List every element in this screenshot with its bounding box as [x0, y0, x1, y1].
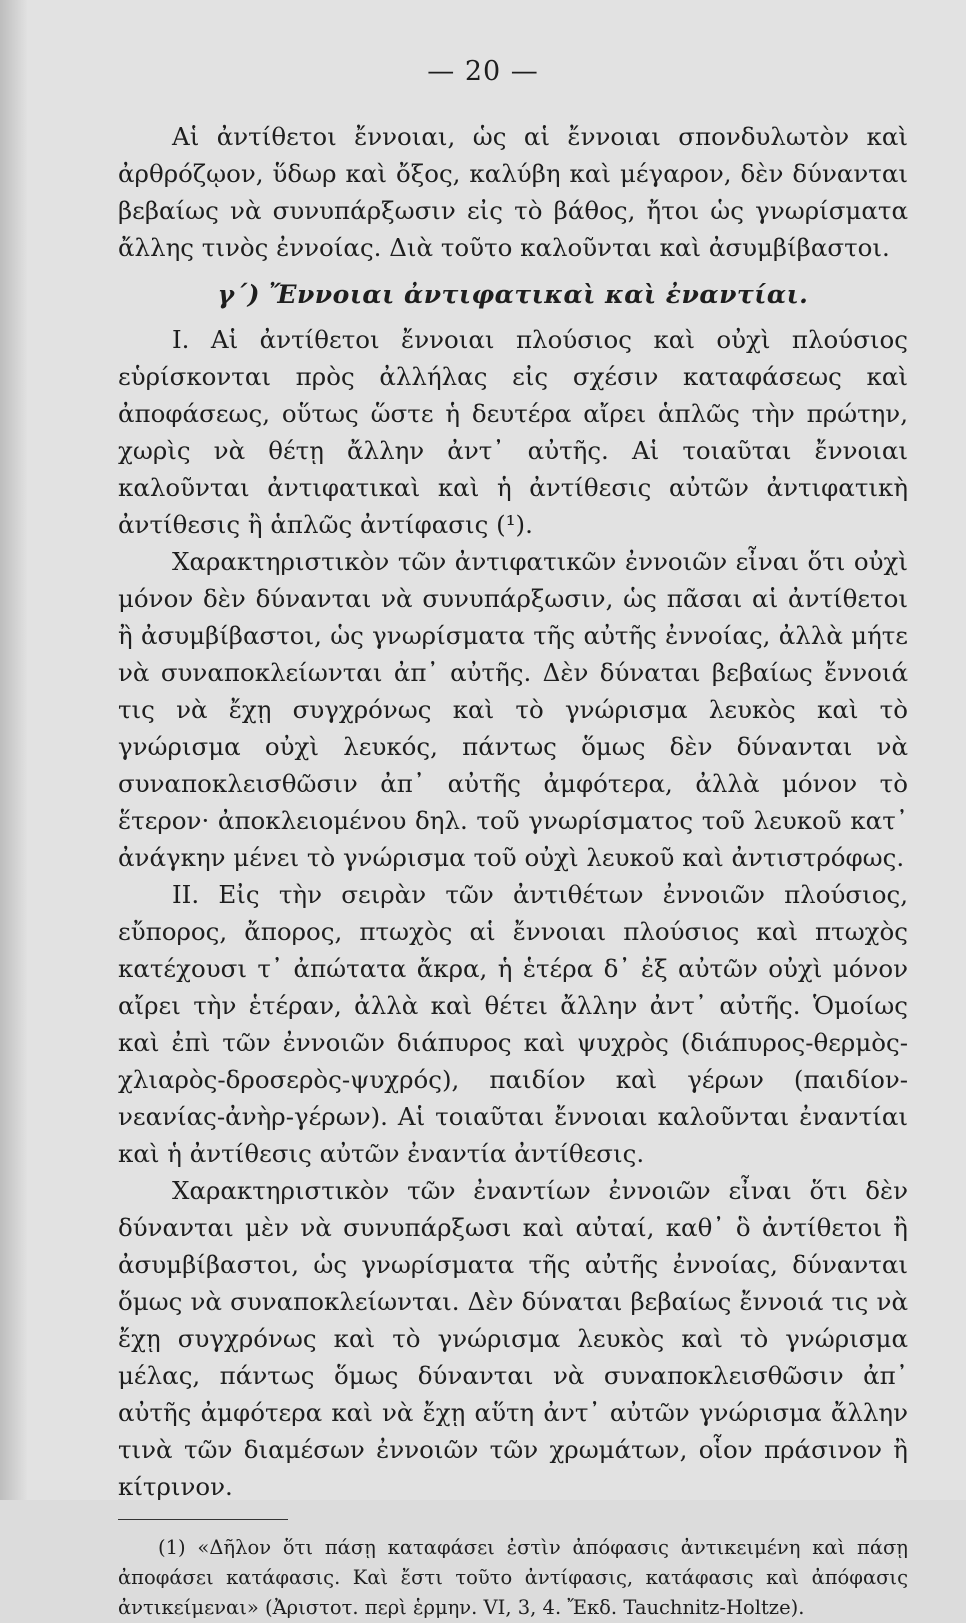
section-heading: γ΄) Ἔννοιαι ἀντιφατικαὶ καὶ ἐναντίαι. — [217, 280, 809, 309]
footnote-text: (1) «Δῆλον ὅτι πάσῃ καταφάσει ἐστὶν ἀπόφασις ἀντικειμένη καὶ πάσῃ ἀποφάσει κατάφασις. Καὶ ἔστι τοῦτο ἀντίφασις, κατάφασις καὶ ἀπόφασις ἀντικείμεναι» (Ἀριστοτ. περὶ ἑρμην. VI, 3, 4. Ἔκδ. Tauchnitz-Holtze). — [118, 1536, 908, 1619]
page-edge-shadow — [0, 0, 28, 1500]
main-text — [118, 118, 908, 1505]
paragraph-contradictory-characteristic: Χαρακτηριστικὸν τῶν ἀντιφατικῶν ἐννοιῶν εἶναι ὅτι οὐχὶ μόνον δὲν δύνανται νὰ συνυπάρξωσιν, ὡς πᾶσαι αἱ ἀντίθετοι ἢ ἀσυμβίβαστοι, ὡς γνωρίσματα τῆς αὐτῆς ἐννοίας, ἀλλὰ μήτε νὰ συναποκλείωνται ἀπ᾿ αὐτῆς. Δὲν δύναται βεβαίως ἔννοιά τις νὰ ἔχῃ συγχρόνως καὶ τὸ γνώρισμα λευκὸς καὶ τὸ γνώρισμα οὐχὶ λευκός, πάντως ὅμως δὲν δύνανται νὰ συναποκλεισθῶσιν ἀπ᾿ αὐτῆς ἀμφότερα, ἀλλὰ μόνον τὸ ἕτερον· ἀποκλειομένου δηλ. τοῦ γνωρίσματος τοῦ λευκοῦ κατ᾿ ἀνάγκην μένει τὸ γνώρισμα τοῦ οὐχὶ λευκοῦ καὶ ἀντιστρόφως. — [118, 547, 908, 872]
footnote-divider — [118, 1519, 288, 1520]
paragraph-contrary: II. Εἰς τὴν σειρὰν τῶν ἀντιθέτων ἐννοιῶν πλούσιος, εὔπορος, ἄπορος, πτωχὸς αἱ ἔννοιαι πλούσιος καὶ πτωχὸς κατέχουσι τ᾿ ἀπώτατα ἄκρα, ἡ ἑτέρα δ᾿ ἐξ αὐτῶν οὐχὶ μόνον αἴρει τὴν ἑτέραν, ἀλλὰ καὶ θέτει ἄλλην ἀντ᾿ αὐτῆς. Ὁμοίως καὶ ἐπὶ τῶν ἐννοιῶν διάπυρος καὶ ψυχρὸς (διάπυρος-θερμὸς-χλιαρὸς-δροσερὸς-ψυχρός), παιδίον καὶ γέρων (παιδίον-νεανίας-ἀνὴρ-γέρων). Αἱ τοιαῦται ἔννοιαι καλοῦνται ἐναντίαι καὶ ἡ ἀντίθεσις αὐτῶν ἐναντία ἀντίθεσις. — [118, 880, 908, 1168]
page-number: — 20 — — [427, 56, 539, 87]
paragraph-contrary-characteristic: Χαρακτηριστικὸν τῶν ἐναντίων ἐννοιῶν εἶναι ὅτι δὲν δύνανται μὲν νὰ συνυπάρξωσι καὶ αὐταί, καθ᾿ ὃ ἀντίθετοι ἢ ἀσυμβίβαστοι, ὡς γνωρίσματα τῆς αὐτῆς ἐννοίας, δύνανται ὅμως νὰ συναποκλείωνται. Δὲν δύναται βεβαίως ἔννοιά τις νὰ ἔχῃ συγχρόνως καὶ τὸ γνώρισμα λευκὸς καὶ τὸ γνώρισμα μέλας, πάντως ὅμως δύνανται νὰ συναποκλεισθῶσιν ἀπ᾿ αὐτῆς ἀμφότερα καὶ νὰ ἔχῃ αὕτη ἀντ᾿ αὐτῶν γνώρισμα ἄλλην τινὰ τῶν διαμέσων ἐννοιῶν τῶν χρωμάτων, οἷον πράσινον ἢ κίτρινον. — [118, 1176, 908, 1501]
paragraph-opposite-concepts: Αἱ ἀντίθετοι ἔννοιαι, ὡς αἱ ἔννοιαι σπονδυλωτὸν καὶ ἀρθρόζῳον, ὕδωρ καὶ ὄξος, καλύβη καὶ μέγαρον, δὲν δύνανται βεβαίως νὰ συνυπάρξωσιν εἰς τὸ βάθος, ἤτοι ὡς γνωρίσματα ἄλλης τινὸς ἐννοίας. Διὰ τοῦτο καλοῦνται καὶ ἀσυμβίβαστοι. — [118, 122, 908, 262]
footnote — [118, 1533, 908, 1623]
paragraph-contradictory: I. Αἱ ἀντίθετοι ἔννοιαι πλούσιος καὶ οὐχὶ πλούσιος εὑρίσκονται πρὸς ἀλλήλας εἰς σχέσιν καταφάσεως καὶ ἀποφάσεως, οὕτως ὥστε ἡ δευτέρα αἴρει ἁπλῶς τὴν πρώτην, χωρὶς νὰ θέτῃ ἄλλην ἀντ᾿ αὐτῆς. Αἱ τοιαῦται ἔννοιαι καλοῦνται ἀντιφατικαὶ καὶ ἡ ἀντίθεσις αὐτῶν ἀντιφατικὴ ἀντίθεσις ἢ ἁπλῶς ἀντίφασις (¹). — [118, 325, 908, 539]
